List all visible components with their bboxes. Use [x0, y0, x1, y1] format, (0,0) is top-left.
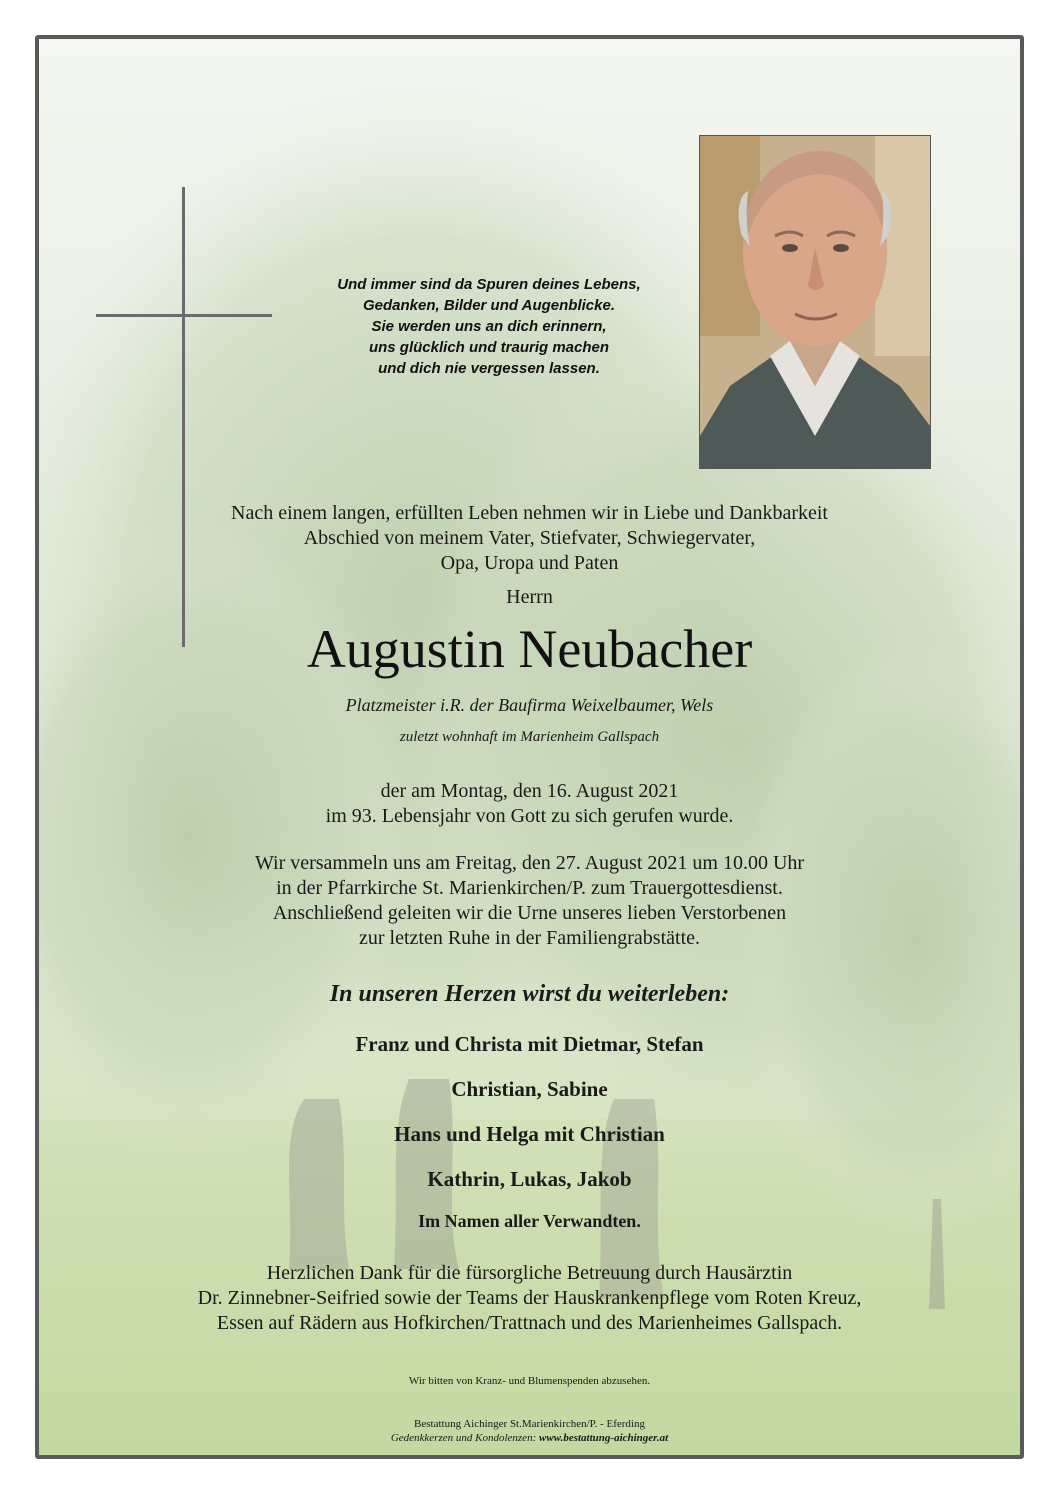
web-link[interactable]: www.bestattung-aichinger.at [538, 1432, 669, 1444]
cross-vertical-bar [182, 187, 185, 647]
obituary-card [35, 35, 1024, 1459]
death-line: im 93. Lebensjahr von Gott zu sich gerufen wurde. [325, 805, 734, 827]
mourner-family: Christian, Sabine [451, 1077, 608, 1101]
service-line: Anschließend geleiten wir die Urne unseres lieben Verstorbenen [272, 902, 787, 924]
thanks-line: Dr. Zinnebner-Seifried sowie der Teams der Hauskrankenpflege vom Roten Kreuz, [197, 1287, 862, 1309]
poem-line: Sie werden uns an dich erinnern, [371, 318, 607, 335]
web-label: Gedenkkerzen und Kondolenzen: [390, 1432, 537, 1444]
portrait-photo [699, 135, 931, 469]
undertaker-footer [39, 1417, 1020, 1445]
deceased-occupation: Platzmeister i.R. der Baufirma Weixelbaumer, Wels [345, 695, 714, 715]
thanks-line: Herzlichen Dank für die fürsorgliche Betreuung durch Hausärztin [266, 1262, 793, 1284]
intro-line: Opa, Uropa und Paten [440, 552, 619, 574]
relatives-line: Im Namen aller Verwandten. [418, 1211, 641, 1231]
deceased-name: Augustin Neubacher [306, 619, 753, 679]
farewell-intro [39, 501, 1020, 576]
condolence-web [39, 1431, 1020, 1445]
mourners-list [39, 1029, 1020, 1209]
mourner-family: Hans und Helga mit Christian [394, 1122, 665, 1146]
service-line: Wir versammeln uns am Freitag, den 27. August 2021 um 10.00 Uhr [254, 852, 805, 874]
intro-line: Nach einem langen, erfüllten Leben nehmen wir in Liebe und Dankbarkeit [231, 502, 828, 524]
poem-line: und dich nie vergessen lassen. [378, 360, 600, 377]
death-announcement [39, 779, 1020, 829]
deceased-residence: zuletzt wohnhaft im Marienheim Gallspach [399, 729, 660, 745]
thanks-line: Essen auf Rädern aus Hofkirchen/Trattnach und des Marienheimes Gallspach. [216, 1312, 843, 1334]
mourners-heading: In unseren Herzen wirst du weiterleben: [329, 981, 730, 1007]
thanks-section [39, 1261, 1020, 1336]
death-line: der am Montag, den 16. August 2021 [380, 780, 679, 802]
mourner-family: Franz und Christa mit Dietmar, Stefan [355, 1032, 704, 1056]
poem-line: uns glücklich und traurig machen [368, 339, 610, 356]
service-line: zur letzten Ruhe in der Familiengrabstätte. [359, 927, 700, 949]
salutation: Herrn [506, 586, 553, 608]
poem-line: Und immer sind da Spuren deines Lebens, [337, 276, 641, 293]
mourner-family: Kathrin, Lukas, Jakob [427, 1167, 632, 1191]
funeral-service-info [39, 851, 1020, 951]
service-line: in der Pfarrkirche St. Marienkirchen/P. zum Trauergottesdienst. [276, 877, 783, 899]
intro-line: Abschied von meinem Vater, Stiefvater, Schwiegervater, [303, 527, 756, 549]
donation-note: Wir bitten von Kranz- und Blumenspenden abzusehen. [408, 1375, 651, 1387]
undertaker-name: Bestattung Aichinger St.Marienkirchen/P. - Eferding [414, 1418, 645, 1430]
memorial-poem [279, 274, 699, 379]
cross-horizontal-bar [96, 314, 272, 317]
poem-line: Gedanken, Bilder und Augenblicke. [363, 297, 615, 314]
